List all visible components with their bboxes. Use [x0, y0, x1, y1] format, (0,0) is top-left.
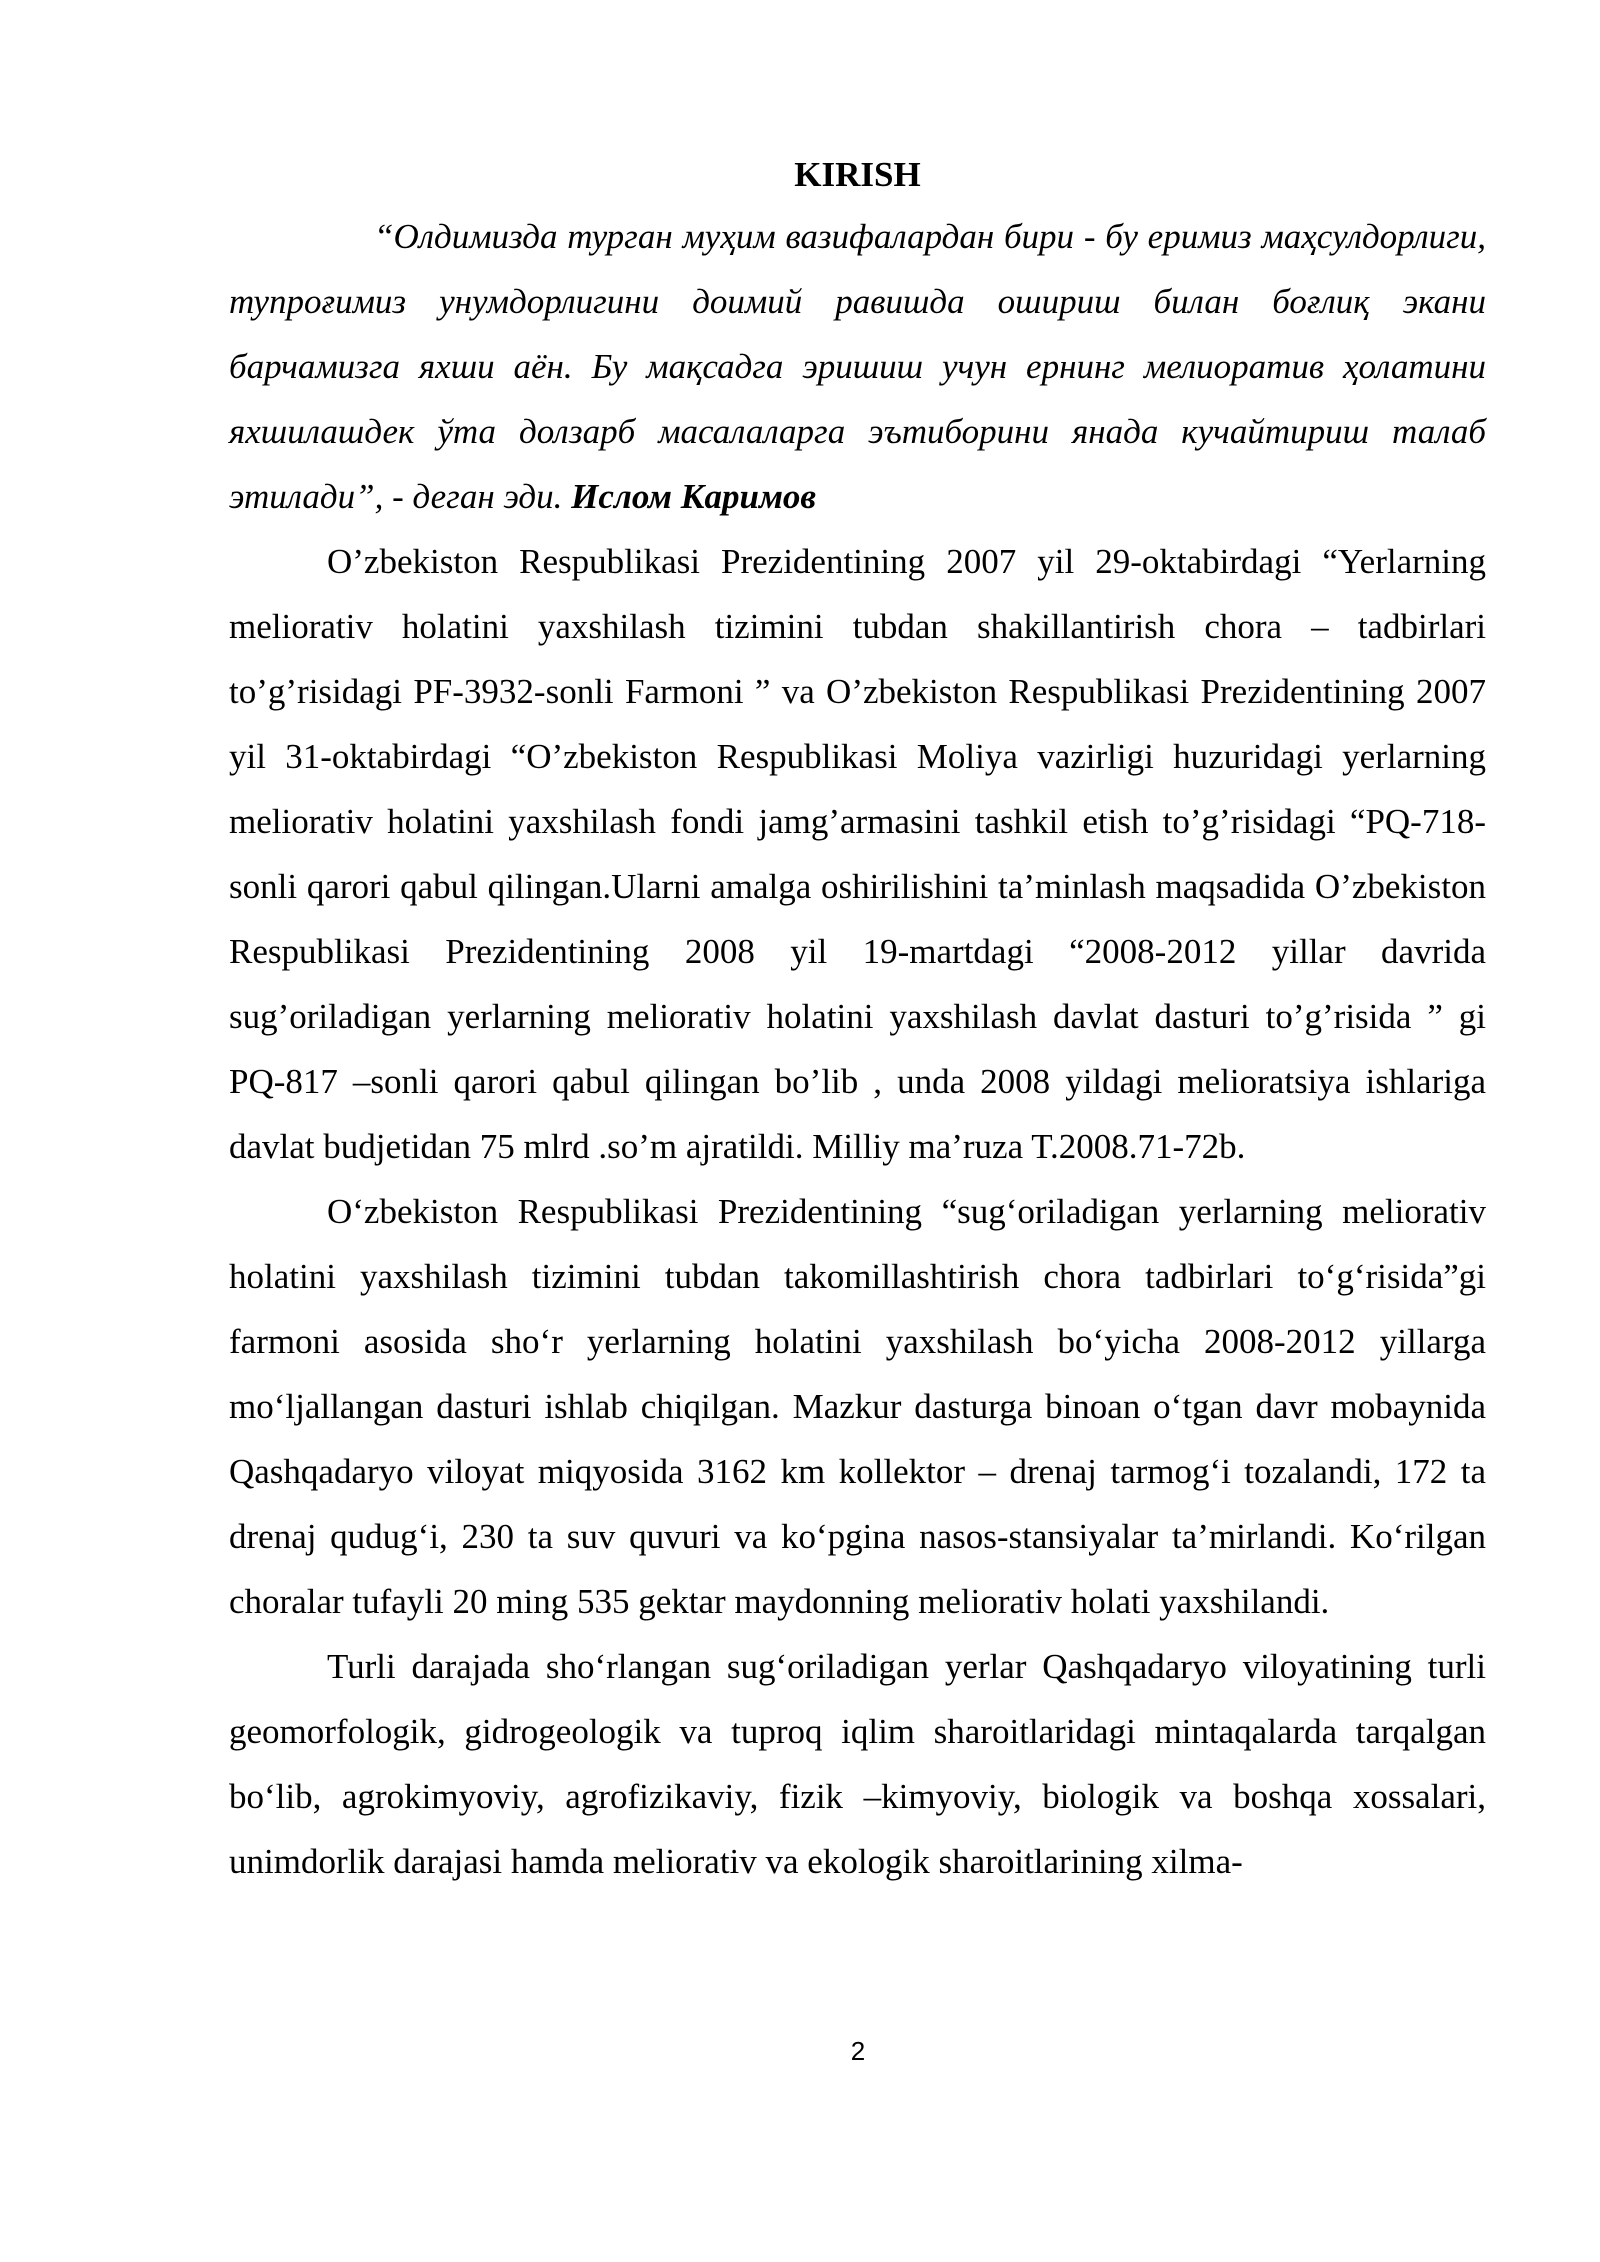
- epigraph-author: Ислом Каримов: [571, 477, 817, 516]
- epigraph-quote: “Олдимизда турган муҳим вазифалардан бири - бу еримиз маҳсулдорлиги, тупроғимиз унумдорлигини доимий равишда ошириш билан боғлиқ экани барчамизга яхши аён. Бу мақсадга эришиш учун ернинг мелиоратив ҳолатини яхшилашдек ўта долзарб масалаларга эътиборини янада кучайтириш талаб этилади”, - деган эди.: [229, 217, 1486, 516]
- page-content: [229, 148, 1486, 1894]
- epigraph: [229, 204, 1486, 529]
- page-number: 2: [850, 2036, 866, 2066]
- page-title: KIRISH: [794, 155, 921, 194]
- paragraph-1: O’zbekiston Respublikasi Prezidentining 2007 yil 29-oktabirdagi “Yerlarning meliorativ holatini yaxshilash tizimini tubdan shakillantirish chora – tadbirlari to’g’risidagi PF-3932-sonli Farmoni ” va O’zbekiston Respublikasi Prezidentining 2007 yil 31-oktabirdagi “O’zbekiston Respublikasi Moliya vazirligi huzuridagi yerlarning meliorativ holatini yaxshilash fondi jamg’armasini tashkil etish to’g’risidagi “PQ-718-sonli qarori qabul qilingan.Ularni amalga oshirilishini ta’minlash maqsadida O’zbekiston Respublikasi Prezidentining 2008 yil 19-martdagi “2008-2012 yillar davrida sug’oriladigan yerlarning meliorativ holatini yaxshilash davlat dasturi to’g’risida ” gi PQ-817 –sonli qarori qabul qilingan bo’lib , unda 2008 yildagi melioratsiya ishlariga davlat budjetidan 75 mlrd .so’m ajratildi. Milliy ma’ruza T.2008.71-72b.: [229, 542, 1486, 1166]
- paragraph-2: O‘zbekiston Respublikasi Prezidentining “sug‘oriladigan yerlarning meliorativ holatini yaxshilash tizimini tubdan takomillashtirish chora tadbirlari to‘g‘risida”gi farmoni asosida sho‘r yerlarning holatini yaxshilash bo‘yicha 2008-2012 yillarga mo‘ljallangan dasturi ishlab chiqilgan. Mazkur dasturga binoan o‘tgan davr mobaynida Qashqadaryo viloyat miqyosida 3162 km kollektor – drenaj tarmog‘i tozalandi, 172 ta drenaj qudug‘i, 230 ta suv quvuri va ko‘pgina nasos-stansiyalar ta’mirlandi. Ko‘rilgan choralar tufayli 20 ming 535 gektar maydonning meliorativ holati yaxshilandi.: [229, 1192, 1486, 1621]
- paragraph-3: Turli darajada sho‘rlangan sug‘oriladigan yerlar Qashqadaryo viloyatining turli geomorfologik, gidrogeologik va tuproq iqlim sharoitlaridagi mintaqalarda tarqalgan bo‘lib, agrokimyoviy, agrofizikaviy, fizik –kimyoviy, biologik va boshqa xossalari, unimdorlik darajasi hamda meliorativ va ekologik sharoitlarining xilma-: [229, 1647, 1486, 1881]
